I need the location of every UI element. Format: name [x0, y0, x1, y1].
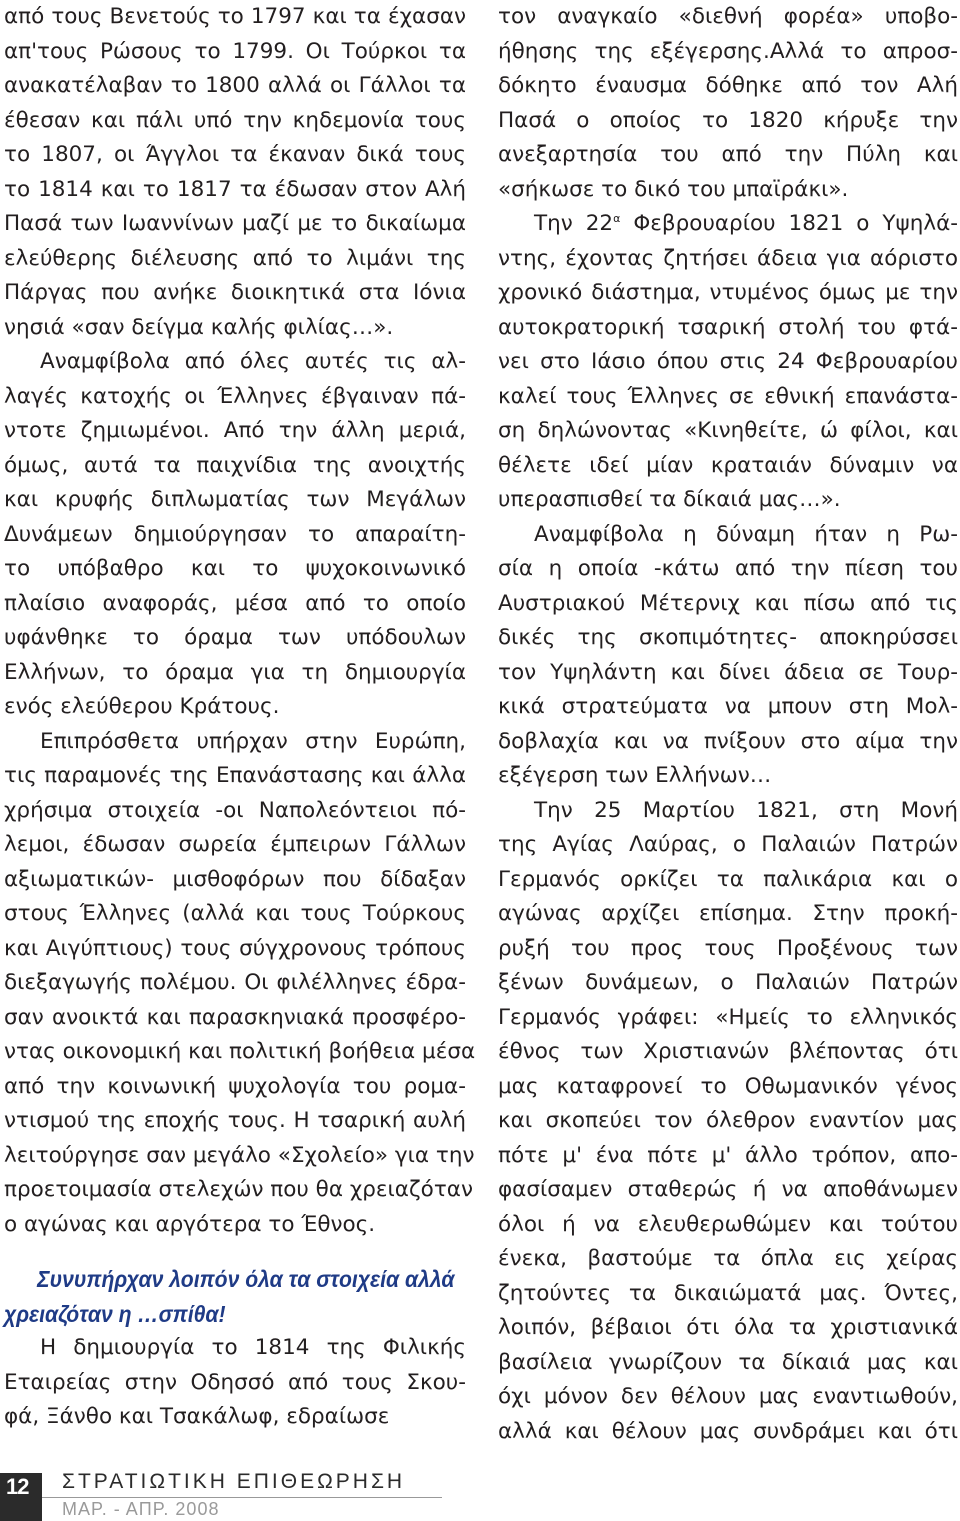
text-line: χρήσιμα στοιχεία -οι Ναπολεόντειοι πό-: [4, 797, 466, 823]
text-line: ζητούντες τα δικαιώματά μας. Όντες,: [498, 1280, 958, 1306]
text-line: λοιπόν, βέβαιοι ότι όλα τα χριστιανικά: [498, 1315, 958, 1340]
text-line: δικές της σκοπιμότητες- αποκηρύσσει: [498, 625, 958, 650]
text-line: ντας οικονομική και πολιτική βοήθεια μέσα: [4, 1039, 476, 1064]
text-line: σία η οποία -κάτω από την πίεση του: [498, 556, 958, 581]
text-line: χρονικό διάστημα, ντυμένος όμως με την: [498, 280, 958, 305]
text-line: Την $22^\alpha$ Φεβρουαρίου 1821 ο Υψηλά-: [534, 211, 959, 236]
footer-divider: [42, 1497, 442, 1498]
text-line: προετοιμασία στελεχών που θα χρειαζόταν: [4, 1177, 473, 1202]
text-line: λειτούργησε σαν μεγάλο «Σχολείο» για την: [4, 1142, 475, 1168]
text-line: θέλετε ιδεί μίαν κραταιάν δύναμιν να: [498, 452, 958, 478]
text-line: λεμοι, έδωσαν σωρεία έμπειρων Γάλλων: [4, 832, 466, 857]
text-line: νησιά «σαν δείγμα καλής φιλίας…».: [4, 314, 394, 340]
text-line: πλαίσιο αναφοράς, μέσα από το οποίο: [4, 590, 466, 616]
text-line: όχι μόνον δεν θέλουν μας εναντιωθούν,: [498, 1384, 958, 1409]
text-line: έθεσαν και πάλι υπό την κηδεμονία τους: [4, 107, 466, 133]
text-line: δόκητο έναυσμα δόθηκε από τον Αλή: [498, 73, 958, 98]
text-line: μας καταφρονεί το Οθωμανικόν γένος: [498, 1073, 958, 1099]
text-line: Αναμφίβολα από όλες αυτές τις αλ-: [40, 349, 466, 374]
text-line: ξένων δυνάμεων, ο Παλαιών Πατρών: [498, 970, 958, 995]
text-line: Εταιρείας στην Οδησσό από τους Σκου-: [4, 1369, 466, 1395]
text-line: Επιπρόσθετα υπήρχαν στην Ευρώπη,: [40, 728, 466, 754]
text-line: ήθησης της εξέγερσης.Αλλά το απροσ-: [498, 38, 958, 64]
text-line: ενός ελεύθερου Κράτους.: [4, 694, 280, 719]
text-line: αλλά και θέλουν μας συνδράμει και ότι: [498, 1418, 958, 1444]
text-line: διεξαγωγής πολέμου. Οι φιλέλληνες έδρα-: [4, 970, 466, 995]
text-line: Αναμφίβολα η δύναμη ήταν η Ρω-: [534, 521, 958, 547]
text-line: και κρυφής διπλωματίας των Μεγάλων: [4, 487, 466, 512]
text-line: ντοτε ζημιωμένοι. Από την άλλη μεριά,: [4, 418, 466, 443]
text-line: «σήκωσε το δικό του μπαϊράκι».: [498, 176, 849, 202]
text-line: τις παραμονές της Επανάστασης και άλλα: [4, 763, 466, 788]
text-line: Πασά των Ιωαννίνων μαζί με το δικαίωμα: [4, 211, 466, 236]
text-line: έθνος των Χριστιανών βλέποντας ότι: [498, 1039, 958, 1064]
text-line: Πάργας που ανήκε διοικητικά στα Ιόνια: [4, 280, 466, 305]
text-line: λαγές κατοχής οι Έλληνες έβγαιναν πά-: [4, 383, 466, 409]
page-number: 12: [6, 1474, 29, 1499]
text-line: αγώνας αρχίζει επίσημα. Στην προκή-: [498, 901, 958, 926]
text-line: κικά στρατεύματα να μπουν στη Μολ-: [498, 694, 958, 719]
text-line: ελεύθερης διέλευσης από το λιμάνι της: [4, 245, 466, 271]
text-line: ντισμού της εποχής τους. Η τσαρική αυλή: [4, 1108, 466, 1133]
text-line: το 1814 και το 1817 τα έδωσαν στον Αλή: [4, 176, 466, 202]
text-line: Ελλήνων, το όραμα για τη δημιουργία: [4, 659, 466, 685]
text-line: νει στο Ιάσιο όπου στις 24 Φεβρουαρίου: [498, 349, 958, 374]
text-line: το 1807, οι Άγγλοι τα έκαναν δικά τους: [4, 142, 466, 167]
text-line: Η δημιουργία το 1814 της Φιλικής: [40, 1335, 466, 1360]
text-line: απ'τους Ρώσους το 1799. Οι Τούρκοι τα: [4, 38, 466, 64]
text-line: Συνυπήρχαν λοιπόν όλα τα στοιχεία αλλά: [37, 1266, 455, 1292]
text-line: δοβλαχία και να πνίξουν στο αίμα την: [498, 728, 958, 754]
text-line: αξιωματικών- μισθοφόρων που δίδαξαν: [4, 866, 466, 892]
text-line: ρυξή του προς τους Προξένους των: [498, 935, 958, 961]
magazine-title: ΣΤΡΑΤΙΩΤΙΚΗ ΕΠΙΘΕΩΡΗΣΗ: [62, 1470, 406, 1493]
text-line: πότε μ' ένα πότε μ' άλλο τρόπον, απο-: [498, 1142, 958, 1168]
text-line: το υπόβαθρο και το ψυχοκοινωνικό: [4, 556, 466, 581]
text-line: υφάνθηκε το όραμα των υπόδουλων: [4, 625, 466, 650]
text-line: τον αναγκαίο «διεθνή φορέα» υποβο-: [498, 4, 958, 29]
text-line: Πασά ο οποίος το 1820 κήρυξε την: [498, 107, 958, 133]
text-line: και σκοπεύει τον όλεθρον εναντίον μας: [498, 1108, 958, 1133]
text-line: όλοι ή να ελευθερωθώμεν και τούτου: [498, 1211, 958, 1237]
text-line: της Αγίας Λαύρας, ο Παλαιών Πατρών: [498, 832, 958, 857]
text-line: ανεξαρτησία του από την Πύλη και: [498, 142, 958, 167]
text-line: Γερμανός ορκίζει τα παλικάρια και ο: [498, 866, 958, 892]
text-line: Την 25 Μαρτίου 1821, στη Μονή: [534, 797, 958, 823]
text-line: τον Υψηλάντη και δίνει άδεια σε Τουρ-: [498, 659, 958, 685]
text-line: χρειαζόταν η …σπίθα!: [4, 1300, 226, 1327]
text-line: από τους Βενετούς το 1797 και τα έχασαν: [4, 4, 466, 29]
text-line: υπερασπισθεί τα δίκαιά μας…».: [498, 487, 841, 512]
text-line: φά, Ξάνθο και Τσακάλωφ, εδραίωσε: [4, 1404, 390, 1429]
text-line: βασίλεια γνωρίζουν τα δίκαιά μας και: [498, 1349, 958, 1375]
text-line: Αυστριακού Μέτερνιχ και πίσω από τις: [498, 590, 958, 616]
issue-date: ΜΑΡ. - ΑΠΡ. 2008: [62, 1499, 220, 1519]
text-line: φασίσαμεν σταθερώς ή να αποθάνωμεν: [498, 1177, 958, 1202]
text-line: και Αιγύπτιους) τους σύγχρονους τρόπους: [4, 935, 466, 961]
text-line: ένεκα, βαστούμε τα όπλα εις χείρας: [498, 1246, 958, 1271]
text-line: ντης, έχοντας ζητήσει άδεια για αόριστο: [498, 245, 958, 271]
text-line: στους Έλληνες (αλλά και τους Τούρκους: [4, 901, 466, 926]
text-line: ο αγώνας και αργότερα το Έθνος.: [4, 1211, 376, 1237]
text-line: Γερμανός γράφει: «Ημείς το ελληνικός: [498, 1004, 958, 1030]
text-line: όμως, αυτά τα παιχνίδια της ανοιχτής: [4, 452, 466, 478]
text-line: σαν ανοικτά και παρασκηνιακά προσφέρο-: [4, 1004, 466, 1030]
text-line: αυτοκρατορική τσαρική στολή του φτά-: [498, 314, 958, 340]
text-line: από την κοινωνική ψυχολογία του ρομα-: [4, 1073, 466, 1099]
text-line: εξέγερση των Ελλήνων…: [498, 763, 772, 788]
text-line: Δυνάμεων δημιούργησαν το απαραίτη-: [4, 521, 466, 547]
text-line: ση δηλώνοντας «Κινηθείτε, ώ φίλοι, και: [498, 418, 958, 443]
text-line: καλεί τους Έλληνες σε εθνική επανάστα-: [498, 383, 958, 409]
text-line: ανακατέλαβαν το 1800 αλλά οι Γάλλοι τα: [4, 73, 466, 98]
